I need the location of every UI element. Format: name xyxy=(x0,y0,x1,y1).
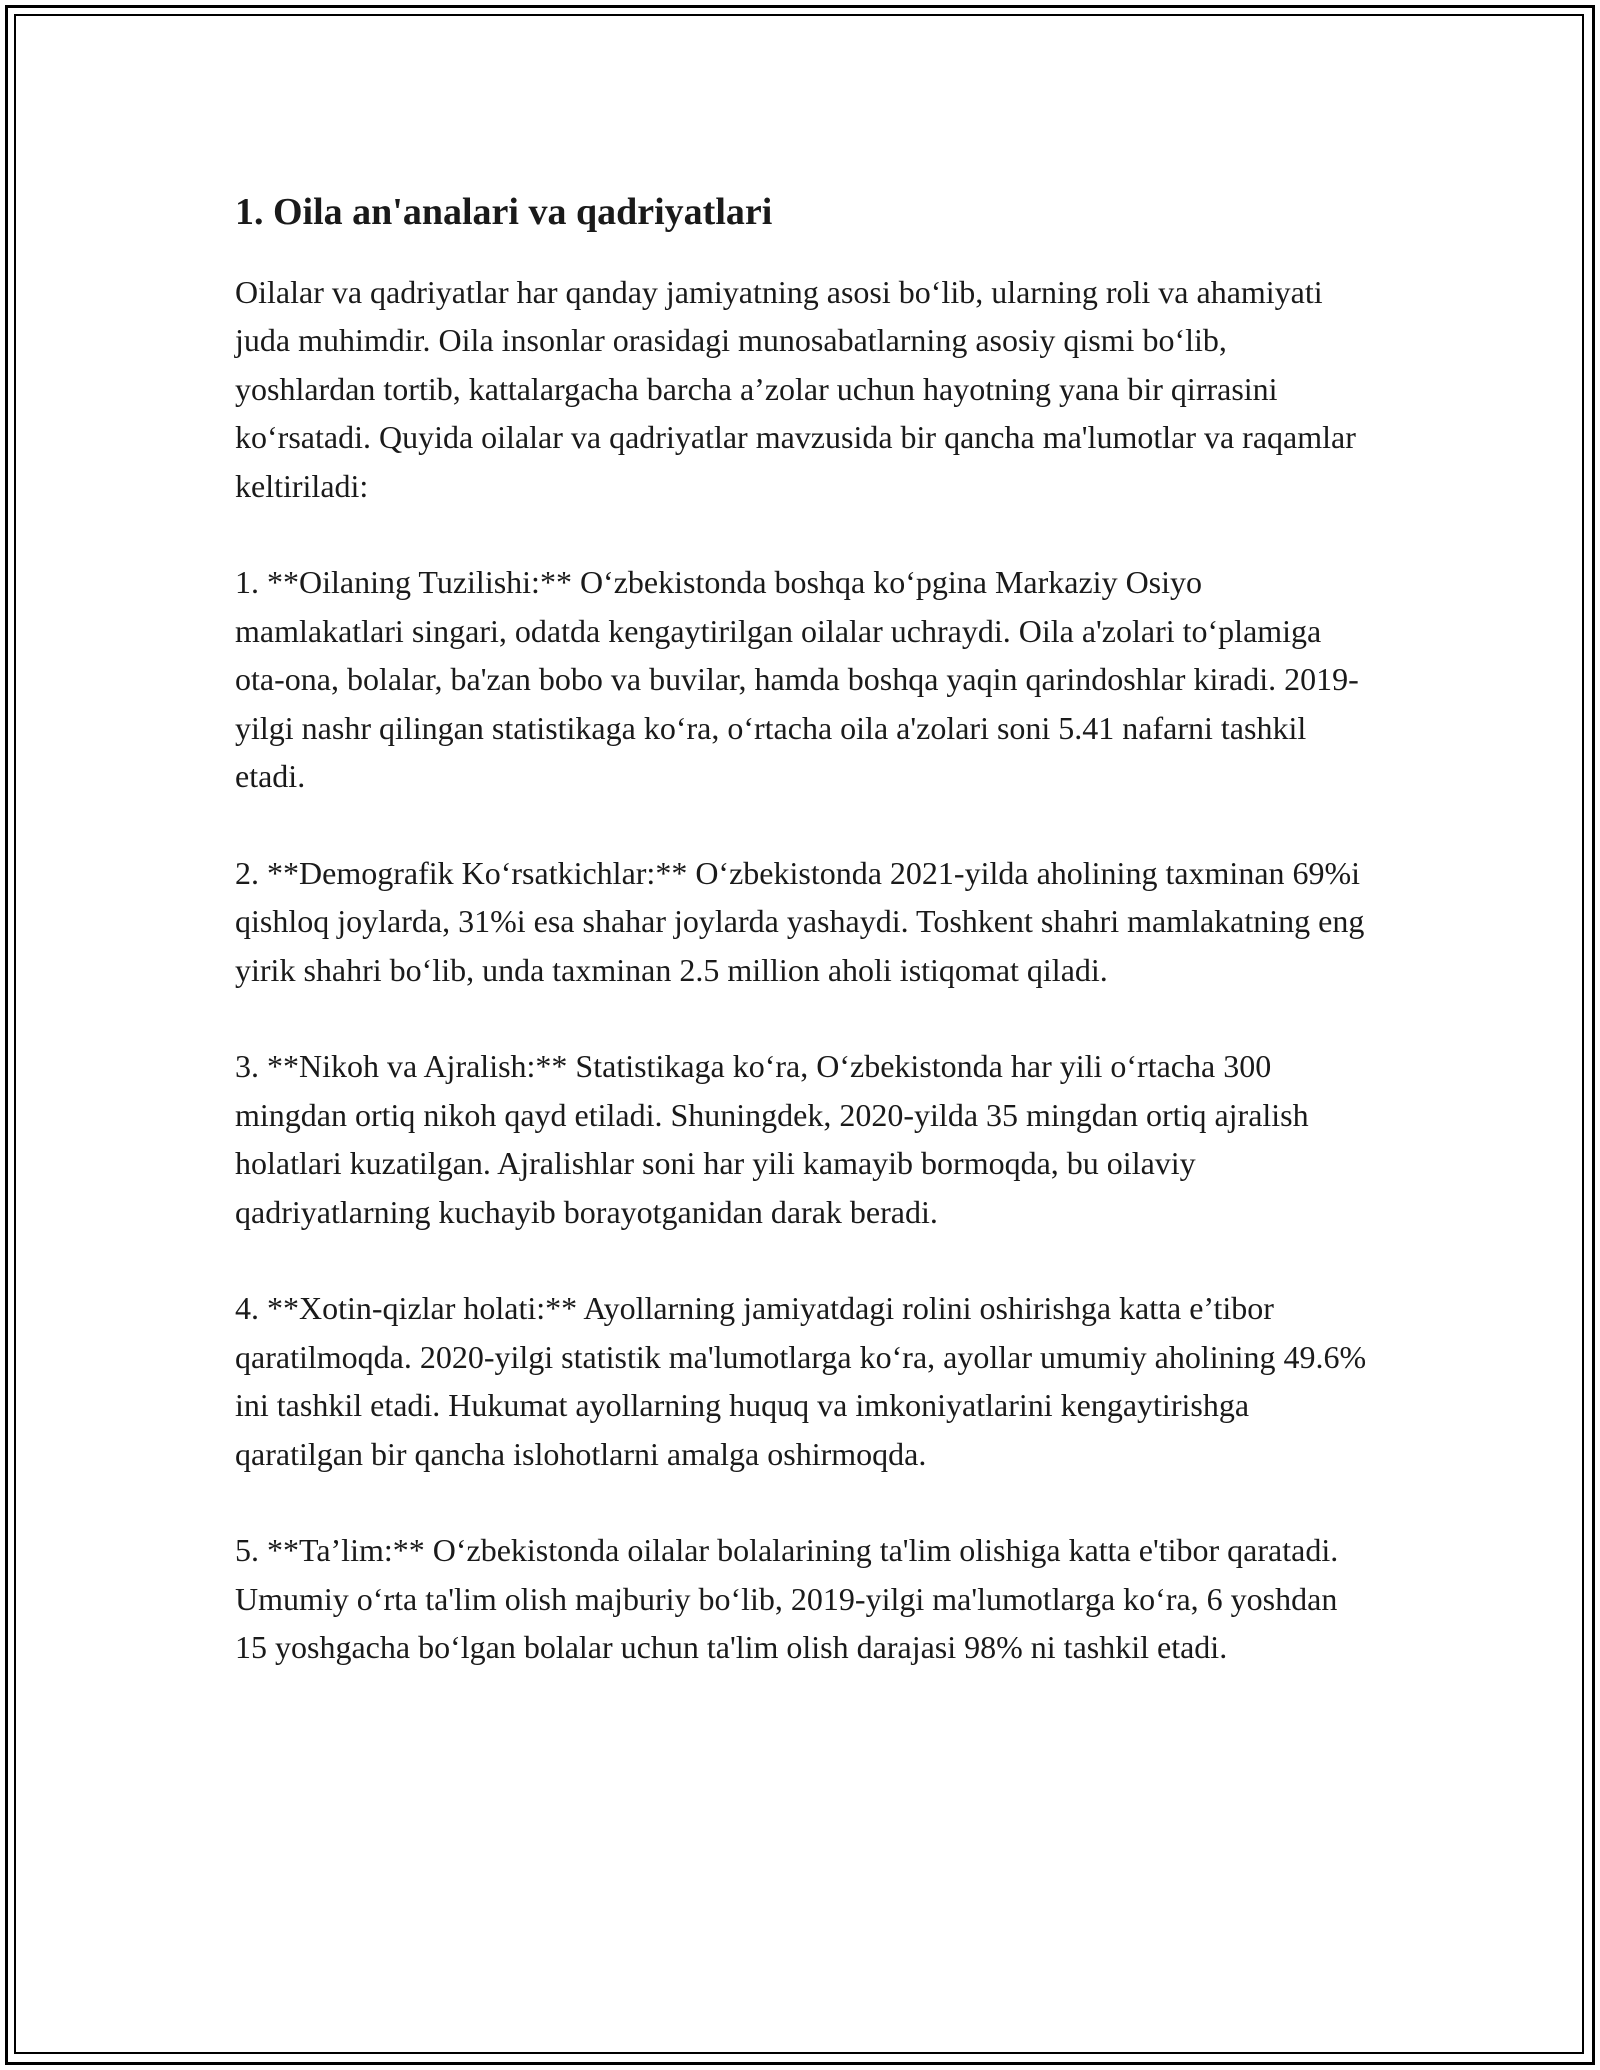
intro-paragraph: Oilalar va qadriyatlar har qanday jamiyatning asosi boʻlib, ularning roli va ahamiyati juda muhimdir. Oila insonlar orasidagi munosabatlarning asosiy qismi boʻlib, yoshlardan tortib, kattalargacha barcha a’zolar uchun hayotning yana bir qirrasini koʻrsatadi. Quyida oilalar va qadriyatlar mavzusida bir qancha ma'lumotlar va raqamlar keltiriladi: xyxy=(235,273,1356,504)
section-education: 5. **Ta’lim:** Oʻzbekistonda oilalar bolalarining ta'lim olishiga katta e'tibor qaratadi. Umumiy oʻrta ta'lim olish majburiy boʻlib, 2019-yilgi ma'lumotlarga koʻra, 6 yoshdan 15 yoshgacha boʻlgan bolalar uchun ta'lim olish darajasi 98% ni tashkil etadi. xyxy=(235,1532,1339,1666)
document-title: 1. Oila an'analari va qadriyatlari xyxy=(235,191,773,233)
section-marriage-divorce: 3. **Nikoh va Ajralish:** Statistikaga koʻra, Oʻzbekistonda har yili oʻrtacha 300 mingdan ortiq nikoh qayd etiladi. Shuningdek, 2020-yilda 35 mingdan ortiq ajralish holatlari kuzatilgan. Ajralishlar soni har yili kamayib bormoqda, bu oilaviy qadriyatlarning kuchayib borayotganidan darak beradi. xyxy=(235,1048,1309,1230)
document-body xyxy=(235,190,1375,1720)
section-family-structure: 1. **Oilaning Tuzilishi:** Oʻzbekistonda boshqa koʻpgina Markaziy Osiyo mamlakatlari singari, odatda kengaytirilgan oilalar uchraydi. Oila a'zolari toʻplamiga ota-ona, bolalar, ba'zan bobo va buvilar, hamda boshqa yaqin qarindoshlar kiradi. 2019-yilgi nashr qilingan statistikaga koʻra, oʻrtacha oila a'zolari soni 5.41 nafarni tashkil etadi. xyxy=(235,564,1359,795)
section-demographics: 2. **Demografik Koʻrsatkichlar:** Oʻzbekistonda 2021-yilda aholining taxminan 69%i qishloq joylarda, 31%i esa shahar joylarda yashaydi. Toshkent shahri mamlakatning eng yirik shahri boʻlib, unda taxminan 2.5 million aholi istiqomat qiladi. xyxy=(235,854,1365,988)
section-women-status: 4. **Xotin-qizlar holati:** Ayollarning jamiyatdagi rolini oshirishga katta e’tibor qaratilmoqda. 2020-yilgi statistik ma'lumotlarga koʻra, ayollar umumiy aholining 49.6% ini tashkil etadi. Hukumat ayollarning huquq va imkoniyatlarini kengaytirishga qaratilgan bir qancha islohotlarni amalga oshirmoqda. xyxy=(235,1290,1367,1472)
